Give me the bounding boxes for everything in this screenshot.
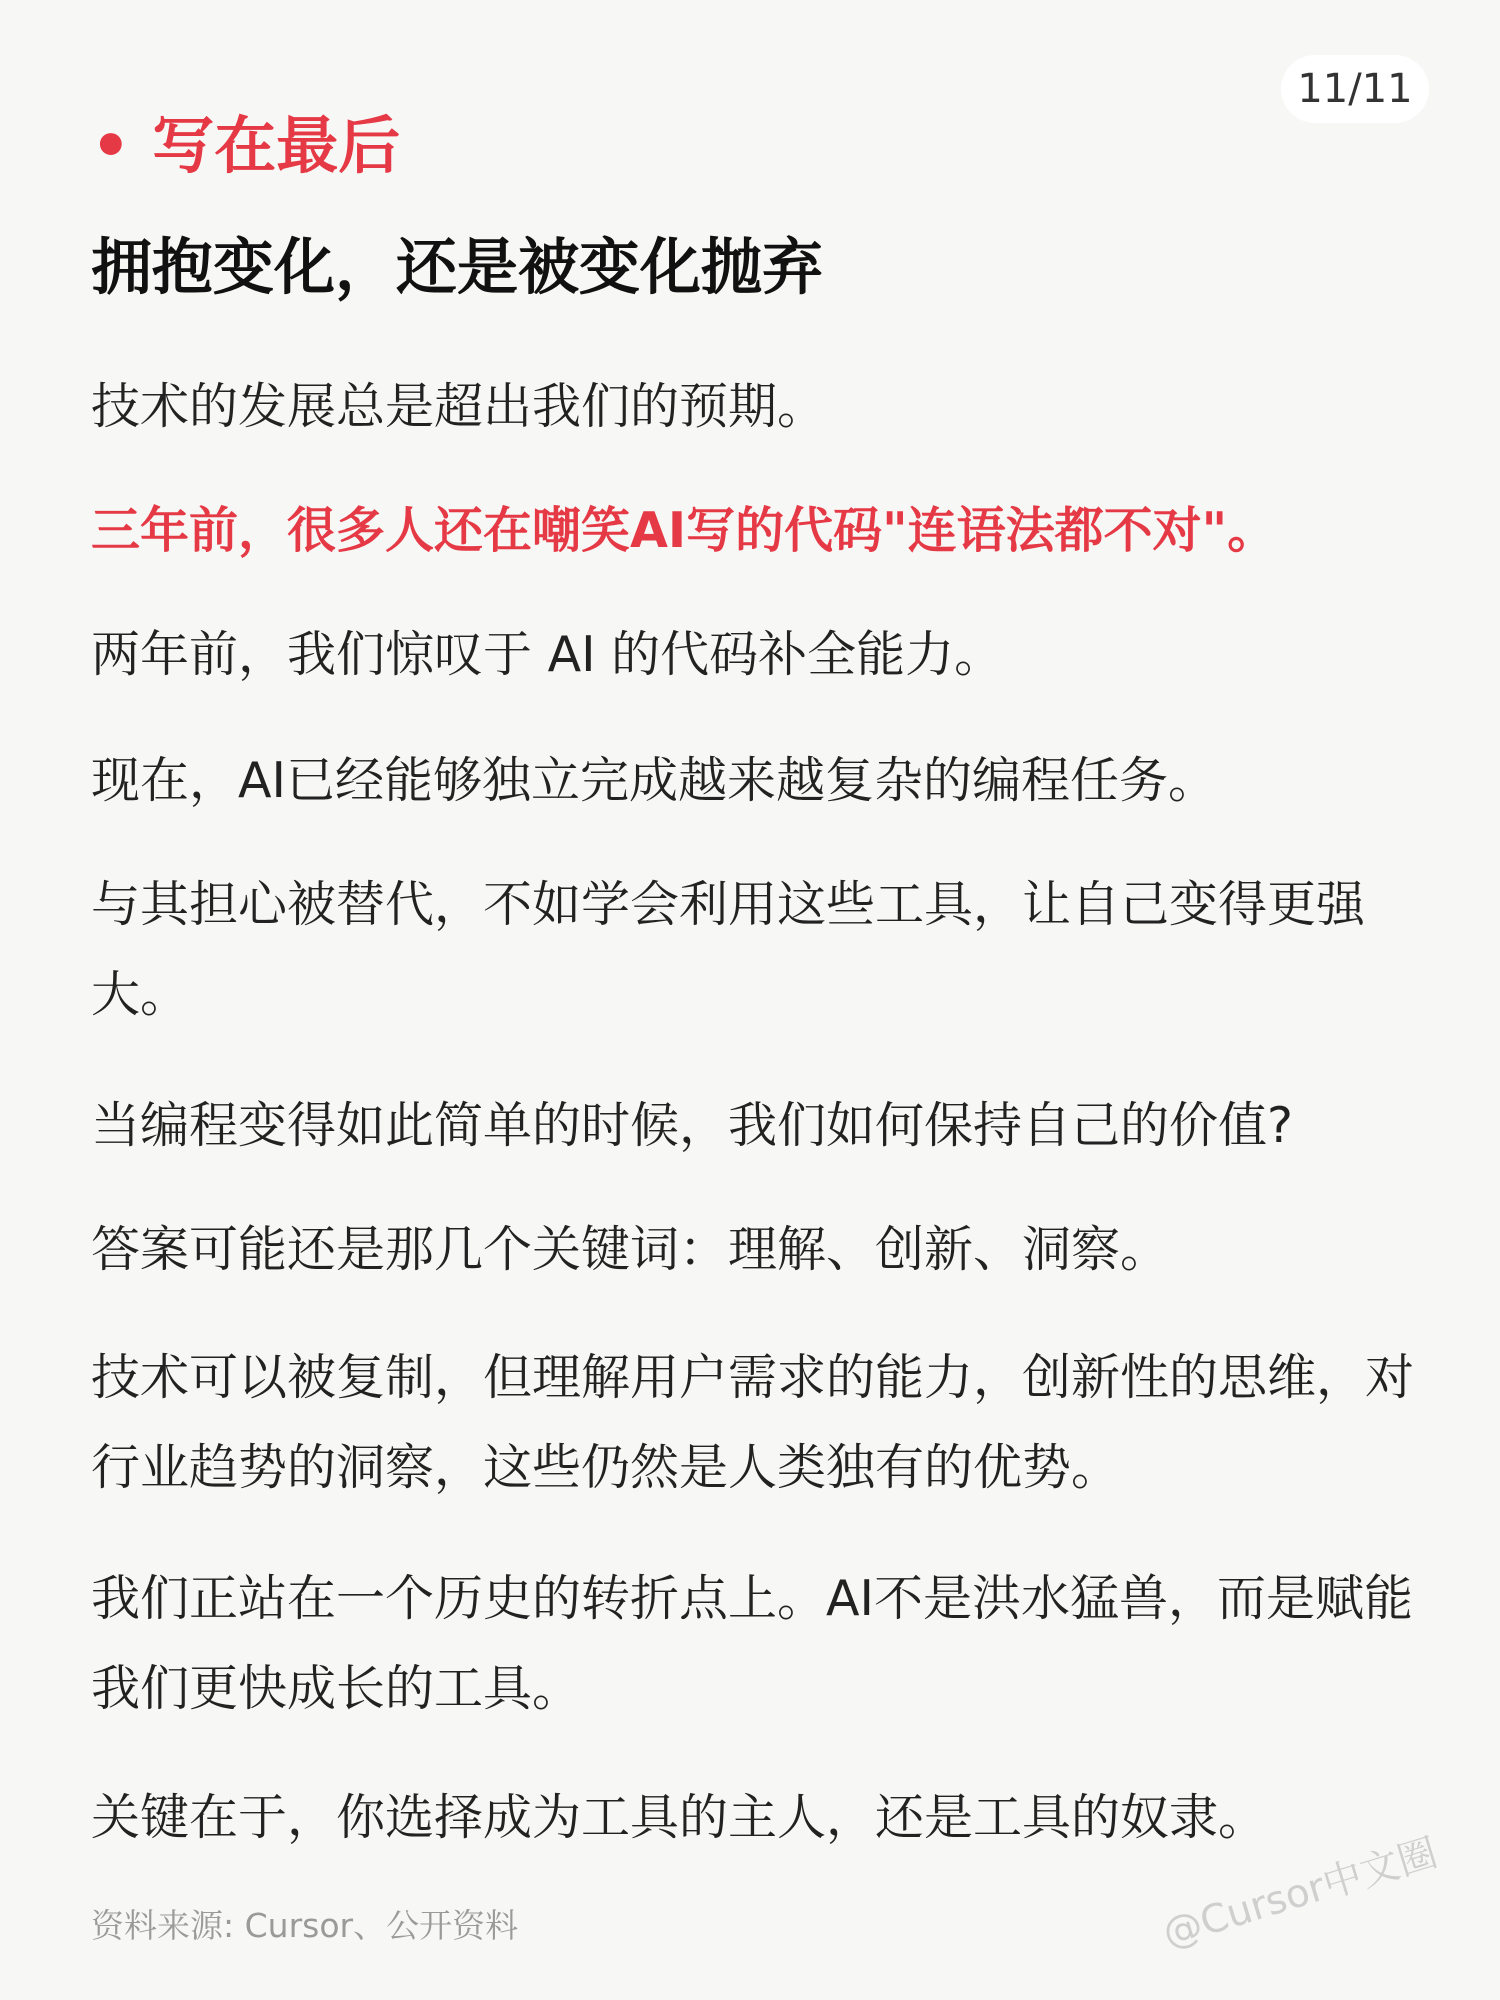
paragraph-8: 技术可以被复制，但理解用户需求的能力，创新性的思维，对行业趋势的洞察，这些仍然是人类独有的优势。 [91,1349,1415,1496]
paragraph-6: 当编程变得如此简单的时候，我们如何保持自己的价值? [91,1097,1294,1154]
paragraph-4: 现在，AI已经能够独立完成越来越复杂的编程任务。 [91,752,1217,809]
source-note: 资料来源: Cursor、公开资料 [91,1906,519,1945]
paragraph-7: 答案可能还是那几个关键词：理解、创新、洞察。 [91,1221,1170,1278]
paragraph-3: 两年前，我们惊叹于 AI 的代码补全能力。 [91,626,1004,683]
paragraph-9: 我们正站在一个历史的转折点上。AI不是洪水猛兽，而是赋能我们更快成长的工具。 [91,1570,1413,1717]
watermark: @Cursor中文圈 [1157,1830,1443,1957]
paragraph-5: 与其担心被替代，不如学会利用这些工具，让自己变得更强大。 [91,876,1366,1023]
paragraph-10: 关键在于，你选择成为工具的主人，还是工具的奴隶。 [91,1789,1268,1846]
paragraph-1: 技术的发展总是超出我们的预期。 [91,378,827,435]
section-label: • 写在最后 [91,109,401,182]
page-counter: 11/11 [1281,55,1429,123]
headline: 拥抱变化，还是被变化抛弃 [91,232,824,303]
paragraph-2-highlight: 三年前，很多人还在嘲笑AI写的代码"连语法都不对"。 [91,502,1277,559]
